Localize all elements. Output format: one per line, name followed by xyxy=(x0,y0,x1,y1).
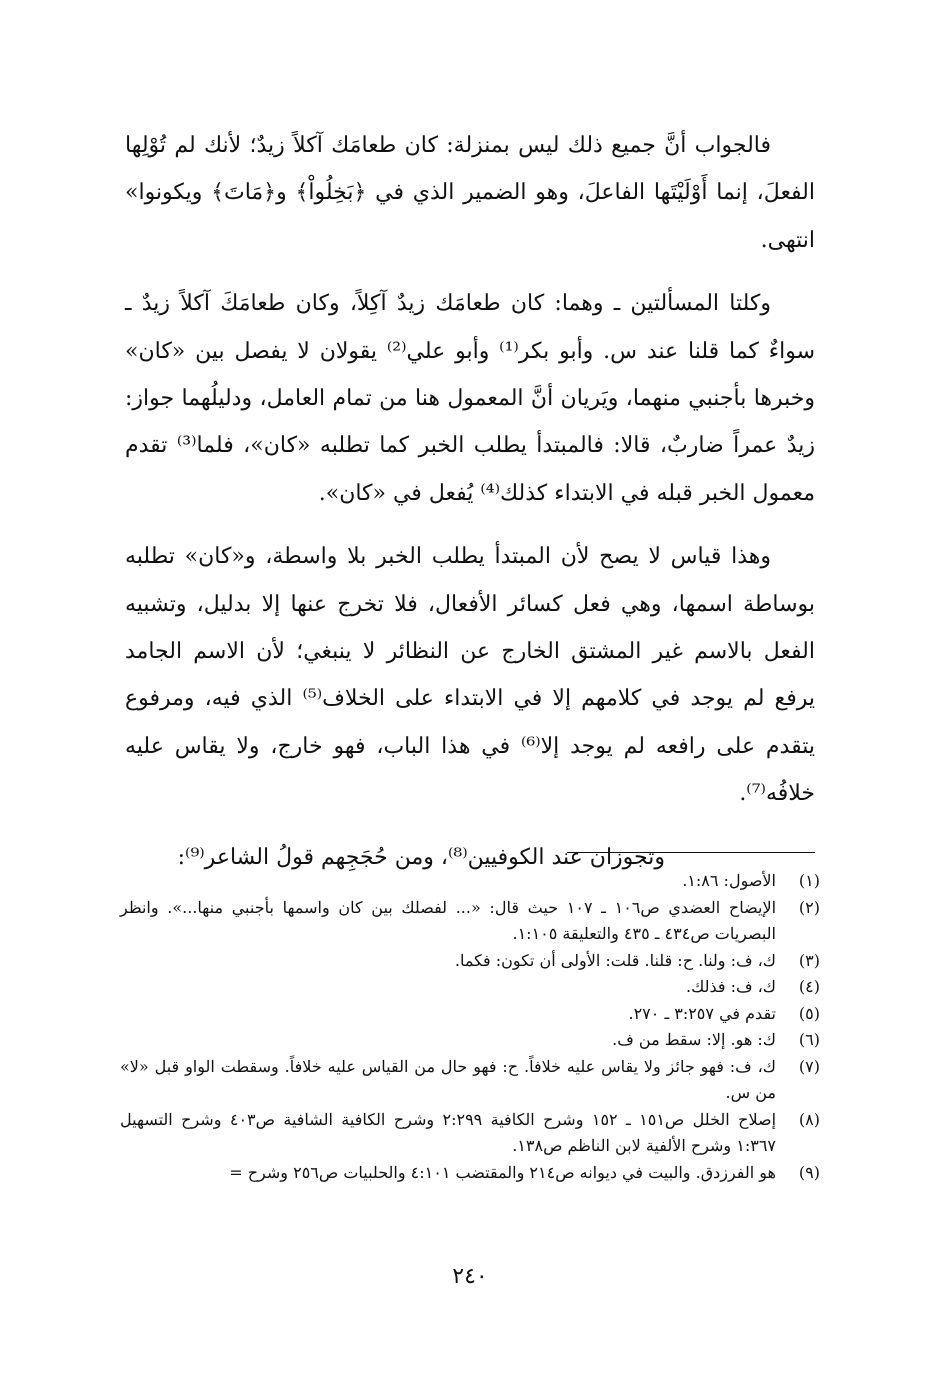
footnote-number: (٦) xyxy=(798,1030,820,1049)
paragraph-4: وتجوزان عند الكوفيين⁽⁸⁾، ومن حُجَجِهم قولُ الشاعر⁽⁹⁾: xyxy=(177,844,665,870)
footnote-text: تقدم في ٣:٢٥٧ ـ ٢٧٠. xyxy=(628,1003,776,1023)
footnote-number: (٤) xyxy=(798,977,820,996)
footnote-text: الإيضاح العضدي ص١٠٦ ـ ١٠٧ حيث قال: «... لفصلك بين كان واسمها بأجنبي منها...». وانظر البصريات ص٤٣٤ ـ ٤٣٥ والتعليقة ١:١٠٥. xyxy=(120,897,777,943)
footnote xyxy=(120,1001,820,1028)
main-text xyxy=(125,122,815,897)
footnote xyxy=(120,1160,820,1187)
footnote-number: (٣) xyxy=(798,950,820,970)
paragraph-3: وهذا قياس لا يصح لأن المبتدأ يطلب الخبر بلا واسطة، و«كان» تطلبه بوساطة اسمها، وهي فعل كسائر الأفعال، فلا تخرج عنها إلا بدليل، وتشبيه الفعل بالاسم غير المشتق الخارج عن النظائر لا ينبغي؛ لأن الاسم الجامد يرفع لم يوجد في كلامهم إلا في الابتداء على الخلاف⁽⁵⁾ الذي فيه، ومرفوع يتقدم على رافعه لم يوجد إلا⁽⁶⁾ في هذا الباب، فهو خارج، ولا يقاس عليه خلافُه⁽⁷⁾. xyxy=(125,544,815,807)
footnotes xyxy=(120,868,820,1186)
footnote xyxy=(120,1027,820,1054)
footnote-text: الأصول: ١:٨٦. xyxy=(682,871,776,890)
page-number: ٢٤٠ xyxy=(452,1264,488,1289)
footnote-number: (٩) xyxy=(798,1162,820,1182)
footnote xyxy=(120,948,820,975)
footnote-text: ك، ف: فذلك. xyxy=(686,977,776,996)
footnote-text: ك، ف: فهو جائز ولا يقاس عليه خلافاً. ح: فهو حال من القياس عليه خلافاً. وسقطت الواو قبل «لا» من س. xyxy=(120,1056,776,1102)
footnote-number: (١) xyxy=(798,871,820,890)
footnote-separator xyxy=(567,852,815,853)
footnote-text: ك، ف: ولنا. ح: قلنا. قلت: الأولى أن تكون: فكما. xyxy=(454,950,776,970)
footnote-number: (٨) xyxy=(798,1109,820,1129)
footnote xyxy=(120,868,820,895)
footnote-number: (٧) xyxy=(798,1056,820,1076)
footnote-number: (٥) xyxy=(798,1003,820,1023)
footnote-number: (٢) xyxy=(798,897,820,917)
footnote-text: إصلاح الخلل ص١٥١ ـ ١٥٢ وشرح الكافية ٢:٢٩٩ وشرح الكافية الشافية ص٤٠٣ وشرح التسهيل ١:٣٦٧ وشرح الألفية لابن الناظم ص١٣٨. xyxy=(120,1109,777,1155)
footnote xyxy=(120,1054,820,1107)
footnote-text: ك: هو. إلا: سقط من ف. xyxy=(612,1030,776,1049)
paragraph-2: وكلتا المسألتين ـ وهما: كان طعامَك زيدٌ آكِلاً، وكان طعامَكَ آكلاً زيدٌ ـ سواءٌ كما قلنا عند س. وأبو بكر⁽¹⁾ وأبو علي⁽²⁾ يقولان لا يفصل بين «كان» وخبرها بأجنبي منهما، ويَريان أنَّ المعمول هنا من تمام العامل، ودليلُهما جواز: زيدٌ عمراً ضاربٌ، قالا: فالمبتدأ يطلب الخبر كما تطلبه «كان»، فلما⁽³⁾ تقدم معمول الخبر قبله في الابتداء كذلك⁽⁴⁾ يُفعل في «كان». xyxy=(125,291,816,506)
footnote xyxy=(120,974,820,1001)
footnote-text: هو الفرزدق. والبيت في ديوانه ص٢١٤ والمقتضب ٤:١٠١ والحلبيات ص٢٥٦ وشرح = xyxy=(229,1162,776,1182)
footnote xyxy=(120,895,820,948)
paragraph-1: فالجواب أنَّ جميع ذلك ليس بمنزلة: كان طعامَك آكلاً زيدٌ؛ لأنك لم تُوْلِها الفعلَ، إنما أَوْلَيْتَها الفاعلَ، وهو الضمير الذي في ﴿بَخِلُواْ﴾ و﴿مَاتَ﴾ ويكونوا» انتهى. xyxy=(125,133,815,253)
footnote xyxy=(120,1107,820,1160)
